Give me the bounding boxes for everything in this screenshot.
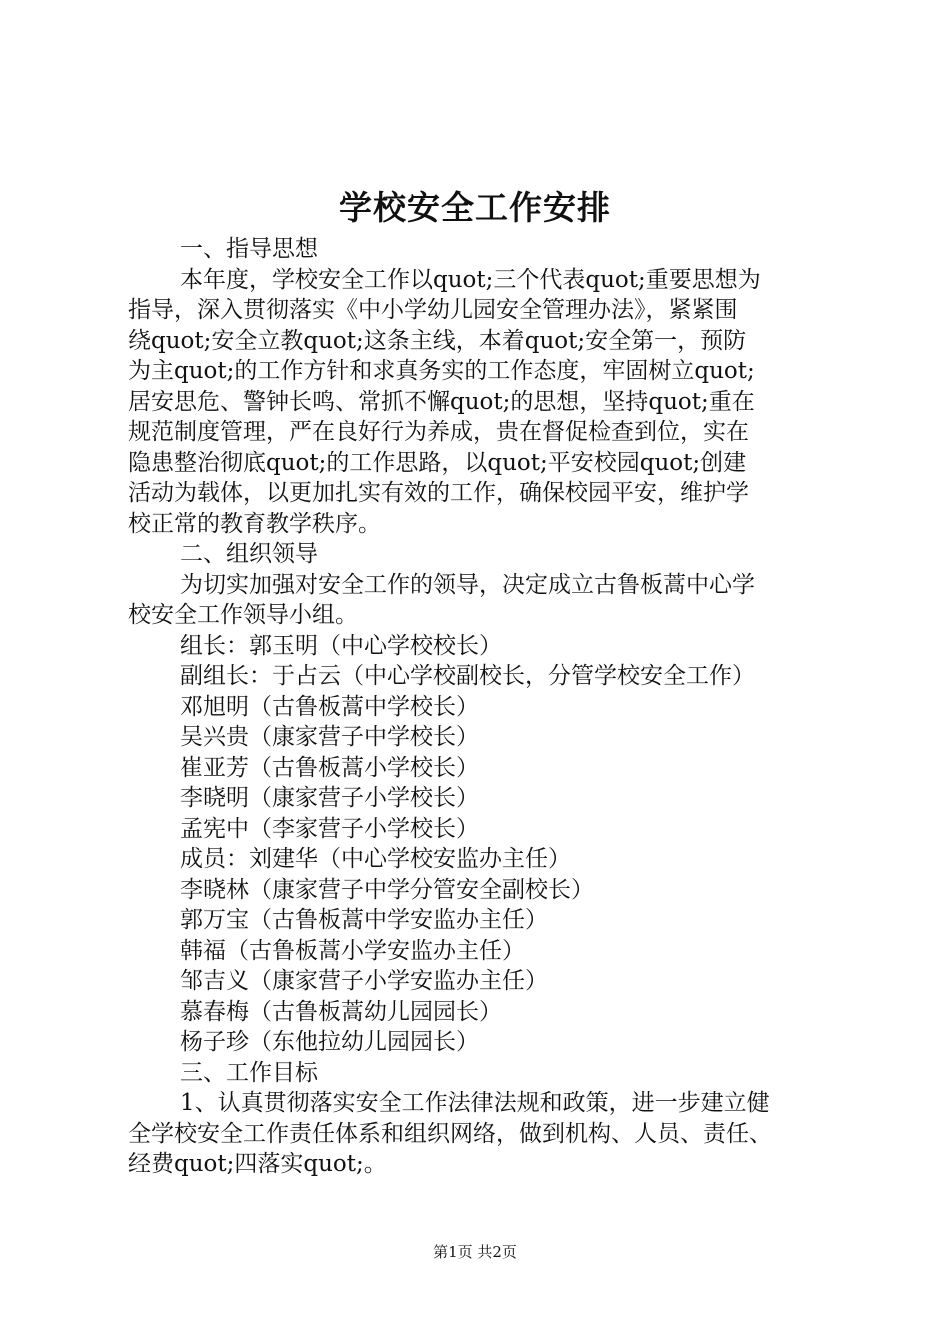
- text-line: 慕春梅（古鲁板蒿幼儿园园长）: [180, 998, 502, 1025]
- text-line: 邓旭明（古鲁板蒿中学校长）: [180, 693, 479, 720]
- text-line: 韩福（古鲁板蒿小学安监办主任）: [180, 937, 525, 964]
- text-line: 二、组织领导: [180, 541, 318, 567]
- text-line: 一、指导思想: [180, 236, 318, 262]
- text-line: 居安思危、警钟长鸣、常抓不懈quot;的思想，坚持quot;重在: [128, 388, 755, 415]
- text-line: 组长：郭玉明（中心学校校长）: [180, 632, 502, 659]
- text-line: 校安全工作领导小组。: [128, 602, 358, 628]
- text-line: 活动为载体，以更加扎实有效的工作，确保校园平安，维护学: [128, 480, 749, 506]
- text-line: 郭万宝（古鲁板蒿中学安监办主任）: [180, 907, 548, 933]
- text-line: 1、认真贯彻落实安全工作法律法规和政策，进一步建立健: [180, 1090, 770, 1116]
- document-title: 学校安全工作安排: [339, 188, 611, 227]
- text-line: 隐患整治彻底quot;的工作思路，以quot;平安校园quot;创建: [128, 449, 747, 476]
- text-line: 校正常的教育教学秩序。: [128, 510, 381, 537]
- text-line: 指导，深入贯彻落实《中小学幼儿园安全管理办法》，紧紧围: [128, 297, 738, 323]
- text-line: 绕quot;安全立教quot;这条主线，本着quot;安全第一，预防: [128, 327, 747, 354]
- text-line: 邹吉义（康家营子小学安监办主任）: [180, 968, 548, 994]
- text-line: 成员：刘建华（中心学校安监办主任）: [180, 846, 571, 872]
- text-line: 全学校安全工作责任体系和组织网络，做到机构、人员、责任、: [128, 1120, 772, 1147]
- text-line: 李晓林（康家营子中学分管安全副校长）: [180, 876, 594, 903]
- page-footer: 第1页 共2页: [433, 1243, 517, 1261]
- text-line: 为主quot;的工作方针和求真务实的工作态度，牢固树立quot;: [128, 358, 755, 384]
- text-line: 崔亚芳（古鲁板蒿小学校长）: [180, 754, 479, 781]
- document-body: [128, 234, 834, 1180]
- text-line: 为切实加强对安全工作的领导，决定成立古鲁板蒿中心学: [180, 571, 755, 598]
- text-line: 副组长：于占云（中心学校副校长，分管学校安全工作）: [180, 663, 755, 689]
- text-line: 李晓明（康家营子小学校长）: [180, 785, 479, 811]
- text-line: 吴兴贵（康家营子中学校长）: [180, 724, 479, 750]
- text-line: 孟宪中（李家营子小学校长）: [180, 815, 479, 842]
- text-line: 经费quot;四落实quot;。: [128, 1151, 387, 1177]
- text-line: 规范制度管理，严在良好行为养成，贵在督促检查到位，实在: [128, 419, 749, 445]
- text-line: 本年度，学校安全工作以quot;三个代表quot;重要思想为: [180, 266, 761, 293]
- text-line: 三、工作目标: [180, 1059, 318, 1086]
- text-line: 杨子珍（东他拉幼儿园园长）: [180, 1029, 479, 1055]
